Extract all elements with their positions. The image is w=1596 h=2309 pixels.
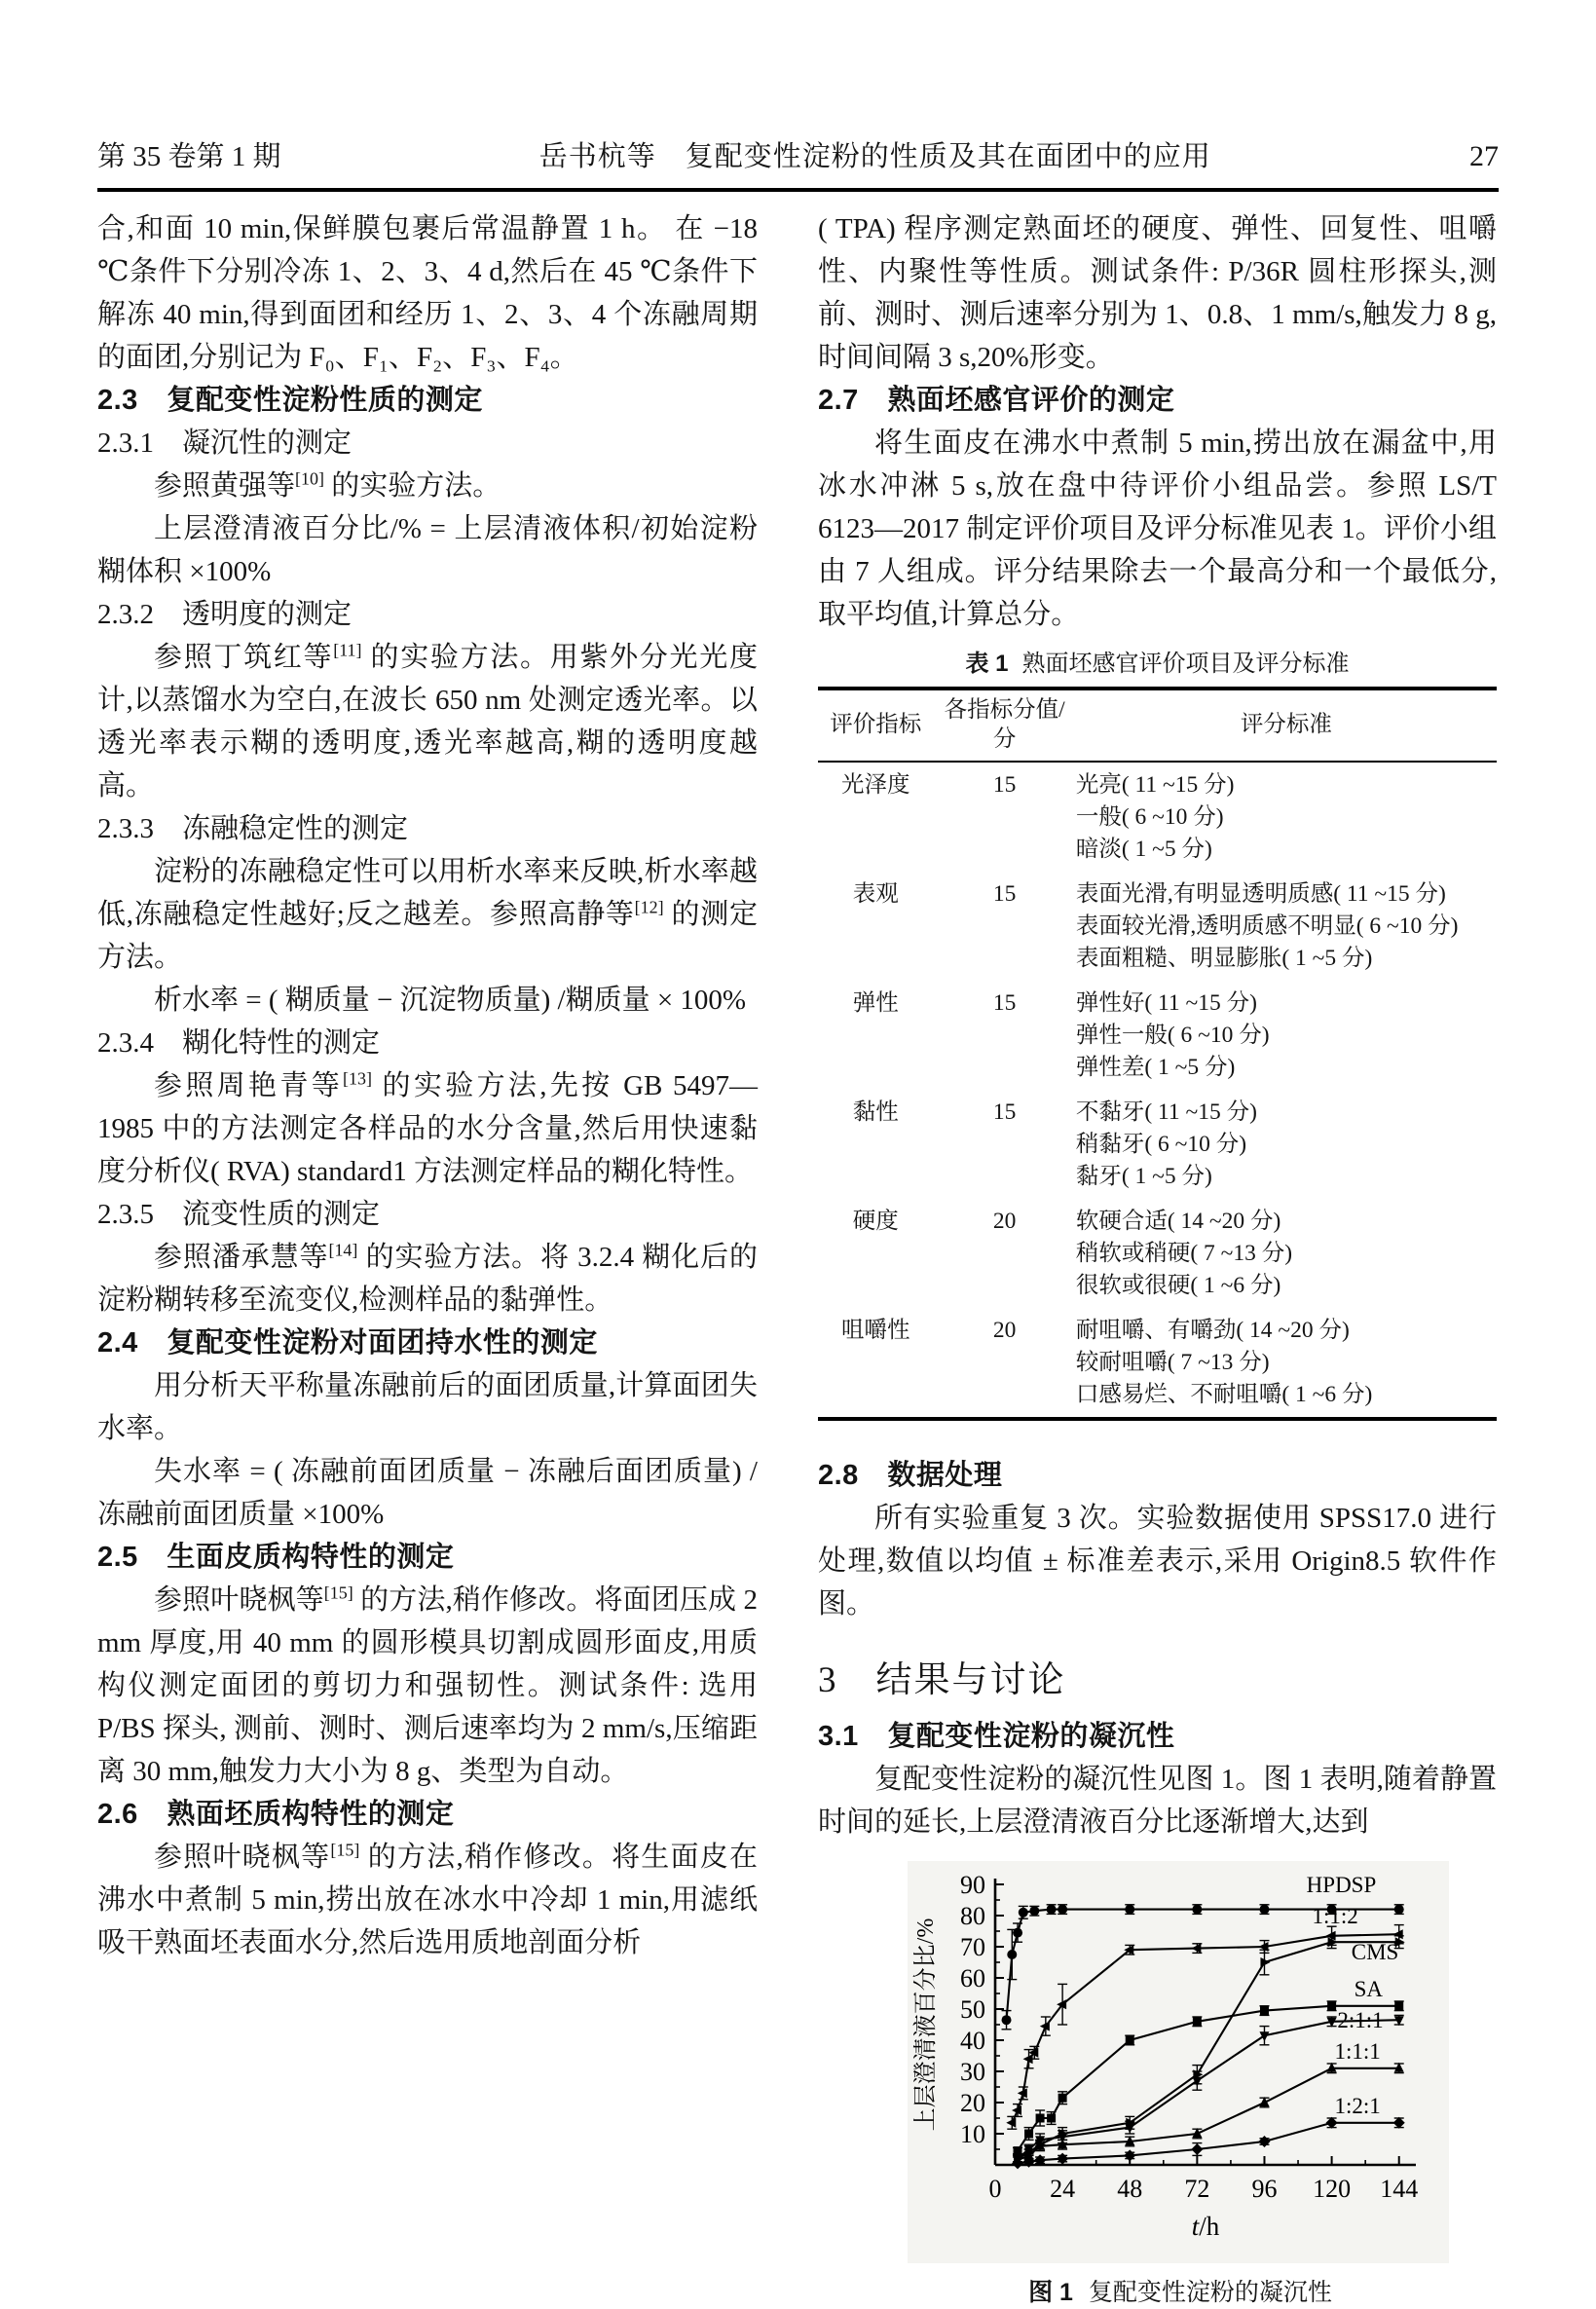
formula-paragraph: 失水率 = ( 冻融前面团质量 − 冻融后面团质量) /冻融前面团质量 ×100% (97, 1456, 758, 1530)
criteria-line: 稍软或稍硬( 7 ~13 分) (1075, 1241, 1293, 1266)
table1-caption-text: 熟面坯感官评价项目及评分标准 (1021, 652, 1350, 677)
svg-text:0: 0 (988, 2175, 1002, 2203)
svg-text:24: 24 (1050, 2175, 1076, 2203)
table1-caption (818, 650, 1497, 679)
paragraph: 所有实验重复 3 次。实验数据使用 SPSS17.0 进行处理,数值以均值 ± 标准差表示,采用 Origin8.5 软件作图。 (818, 1503, 1497, 1620)
level1-heading: 3 结果与讨论 (818, 1660, 1066, 1700)
paragraph: 用分析天平称量冻融前后的面团质量,计算面团失水率。 (97, 1370, 758, 1444)
criteria-line: 黏牙( 1 ~5 分) (1075, 1164, 1212, 1189)
section-heading: 2.3 复配变性淀粉性质的测定 (97, 385, 483, 416)
indicator-cell: 弹性 (852, 990, 899, 1016)
svg-text:96: 96 (1251, 2175, 1278, 2203)
criteria-cell (1076, 872, 1497, 981)
score-cell: 20 (992, 1209, 1017, 1234)
criteria-line: 表面较光滑,透明质感不明显( 6 ~10 分) (1075, 913, 1459, 939)
svg-text:70: 70 (960, 1933, 985, 1961)
criteria-line: 光亮( 11 ~15 分) (1075, 772, 1235, 798)
table-row (818, 1308, 1497, 1419)
table-row (818, 762, 1497, 872)
paragraph: 参照周艳青等[13] 的实验方法,先按 GB 5497—1985 中的方法测定各样品的水分含量,然后用快速黏度分析仪( RVA) standard1 方法测定样品的糊化特性。 (97, 1068, 758, 1187)
criteria-line: 表面粗糙、明显膨胀( 1 ~5 分) (1075, 946, 1373, 971)
section-heading: 2.5 生面皮质构特性的测定 (97, 1542, 455, 1573)
svg-text:t/h: t/h (1191, 2212, 1220, 2241)
section-heading: 2.8 数据处理 (818, 1460, 1003, 1491)
paragraph: 将生面皮在沸水中煮制 5 min,捞出放在漏盆中,用冰水冲淋 5 s,放在盘中待评价小组品尝。参照 LS/T 6123—2017 制定评价项目及评分标准见表 1。评价小组由 7 人组成。评分结果除去一个最高分和一个最低分,取平均值,计算总分。 (818, 428, 1497, 630)
criteria-line: 一般( 6 ~10 分) (1075, 804, 1224, 830)
svg-text:1:1:2: 1:1:2 (1312, 1904, 1358, 1928)
svg-text:SA: SA (1354, 1977, 1384, 2002)
table1-caption-label: 表 1 (965, 651, 1009, 677)
right-column (818, 207, 1497, 2309)
col-header-score: 各指标分值/分 (933, 689, 1075, 762)
score-cell: 15 (992, 772, 1017, 798)
criteria-cell (1076, 1199, 1497, 1308)
subsection-heading: 2.3.5 流变性质的测定 (97, 1199, 381, 1230)
svg-text:2:1:1: 2:1:1 (1337, 2008, 1384, 2033)
figure1-block (818, 1861, 1497, 2309)
score-cell: 15 (992, 990, 1017, 1016)
col-header-indicator: 评价指标 (818, 689, 933, 762)
svg-text:上层澄清液百分比/%: 上层澄清液百分比/% (913, 1918, 939, 2132)
two-column-body (97, 207, 1499, 2309)
volume-issue: 第 35 卷第 1 期 (97, 141, 281, 172)
section-heading: 2.4 复配变性淀粉对面团持水性的测定 (97, 1327, 598, 1359)
criteria-line: 较耐咀嚼( 7 ~13 分) (1075, 1350, 1270, 1375)
formula-paragraph: 上层澄清液百分比/% = 上层清液体积/初始淀粉糊体积 ×100% (97, 513, 758, 587)
sensory-evaluation-table (818, 687, 1497, 1421)
svg-text:1:1:1: 1:1:1 (1334, 2039, 1381, 2065)
subsection-heading: 2.3.1 凝沉性的测定 (97, 428, 353, 459)
indicator-cell: 表观 (852, 881, 899, 907)
svg-text:1:2:1: 1:2:1 (1334, 2094, 1381, 2119)
subsection-heading: 2.3.4 糊化特性的测定 (97, 1027, 381, 1059)
table-row (818, 872, 1497, 981)
figure1-caption (908, 2277, 1453, 2309)
section-heading: 2.7 熟面坯感官评价的测定 (818, 385, 1175, 416)
svg-text:40: 40 (960, 2027, 985, 2055)
criteria-line: 口感易烂、不耐咀嚼( 1 ~6 分) (1075, 1382, 1373, 1407)
criteria-line: 表面光滑,有明显透明质感( 11 ~15 分) (1075, 881, 1446, 907)
svg-text:90: 90 (960, 1871, 985, 1899)
header-rule (97, 188, 1499, 192)
table-row (818, 1199, 1497, 1308)
section-heading: 3.1 复配变性淀粉的凝沉性 (818, 1721, 1175, 1752)
svg-text:CMS: CMS (1351, 1939, 1399, 1964)
table-header-row (818, 689, 1497, 762)
criteria-line: 暗淡( 1 ~5 分) (1075, 837, 1212, 862)
criteria-cell (1076, 762, 1497, 872)
svg-text:72: 72 (1184, 2175, 1210, 2203)
page-header (97, 0, 1499, 174)
sedimentation-chart (908, 1861, 1449, 2263)
table-row (818, 1090, 1497, 1199)
criteria-line: 弹性好( 11 ~15 分) (1075, 990, 1257, 1016)
col-header-criteria: 评分标准 (1076, 689, 1497, 762)
indicator-cell: 黏性 (852, 1099, 899, 1125)
formula-paragraph: 析水率 = ( 糊质量 − 沉淀物质量) /糊质量 × 100% (154, 985, 747, 1016)
svg-text:80: 80 (960, 1902, 985, 1930)
criteria-cell (1076, 981, 1497, 1090)
score-cell: 15 (992, 1099, 1017, 1125)
svg-text:120: 120 (1313, 2175, 1352, 2203)
paragraph: 参照叶晓枫等[15] 的方法,稍作修改。将生面皮在沸水中煮制 5 min,捞出放在冰水中冷却 1 min,用滤纸吸干熟面坯表面水分,然后选用质地剖面分析 (97, 1840, 758, 1958)
criteria-cell (1076, 1308, 1497, 1419)
paragraph: 参照丁筑红等[11] 的实验方法。用紫外分光光度计,以蒸馏水为空白,在波长 650 nm 处测定透光率。以透光率表示糊的透明度,透光率越高,糊的透明度越高。 (97, 640, 758, 801)
table-row (818, 981, 1497, 1090)
svg-text:HPDSP: HPDSP (1306, 1873, 1377, 1897)
running-title: 岳书杭等 复配变性淀粉的性质及其在面团中的应用 (538, 141, 1211, 172)
paragraph: ( TPA) 程序测定熟面坯的硬度、弹性、回复性、咀嚼性、内聚性等性质。测试条件: P/36R 圆柱形探头,测前、测时、测后速率分别为 1、0.8、1 mm/s,触发力 8 g,时间间隔 3 s,20%形变。 (818, 213, 1497, 373)
svg-text:144: 144 (1380, 2175, 1419, 2203)
paragraph: 参照潘承慧等[14] 的实验方法。将 3.2.4 糊化后的淀粉糊转移至流变仪,检测样品的黏弹性。 (97, 1240, 758, 1316)
paragraph: 参照黄强等[10] 的实验方法。 (154, 468, 501, 502)
subsection-heading: 2.3.3 冻融稳定性的测定 (97, 813, 409, 844)
svg-text:30: 30 (960, 2058, 985, 2086)
paragraph: 淀粉的冻融稳定性可以用析水率来反映,析水率越低,冻融稳定性越好;反之越差。参照高静等[12] 的测定方法。 (97, 856, 758, 973)
paragraph: 合,和面 10 min,保鲜膜包裹后常温静置 1 h。 在 −18 ℃条件下分别冷冻 1、2、3、4 d,然后在 45 ℃条件下解冻 40 min,得到面团和经历 1、2、3、4 个冻融周期的面团,分别记为 F₀、F₁、F₂、F₃、F₄。 (97, 213, 758, 373)
criteria-line: 弹性差( 1 ~5 分) (1075, 1055, 1236, 1080)
paragraph: 参照叶晓枫等[15] 的方法,稍作修改。将面团压成 2 mm 厚度,用 40 mm 的圆形模具切割成圆形面皮,用质构仪测定面团的剪切力和强韧性。测试条件: 选用 P/BS 探头, 测前、测时、测后速率均为 2 mm/s,压缩距离 30 mm,触发力大小为 8 g、类型为自动。 (97, 1583, 758, 1787)
criteria-cell (1076, 1090, 1497, 1199)
svg-text:60: 60 (960, 1964, 985, 1992)
table1-block (818, 650, 1497, 1421)
criteria-line: 稍黏牙( 6 ~10 分) (1075, 1132, 1247, 1157)
indicator-cell: 光泽度 (840, 772, 910, 798)
score-cell: 15 (992, 881, 1017, 907)
svg-text:48: 48 (1117, 2175, 1143, 2203)
svg-text:20: 20 (960, 2089, 985, 2117)
figure1-caption-text: 复配变性淀粉的凝沉性 (1088, 2280, 1332, 2306)
page-number: 27 (1469, 140, 1499, 172)
figure1-svg (909, 1867, 1443, 2249)
criteria-line: 很软或很硬( 1 ~6 分) (1075, 1273, 1281, 1298)
left-column (97, 207, 758, 2309)
criteria-line: 软硬合适( 14 ~20 分) (1075, 1209, 1281, 1234)
subsection-heading: 2.3.2 透明度的测定 (97, 599, 353, 630)
criteria-line: 不黏牙( 11 ~15 分) (1075, 1099, 1257, 1125)
section-heading: 2.6 熟面坯质构特性的测定 (97, 1799, 455, 1830)
indicator-cell: 硬度 (852, 1209, 899, 1234)
svg-text:50: 50 (960, 1995, 985, 2024)
figure1-caption-label: 图 1 (1028, 2279, 1073, 2306)
paragraph: 复配变性淀粉的凝沉性见图 1。图 1 表明,随着静置时间的延长,上层澄清液百分比逐渐增大,达到 (818, 1764, 1497, 1838)
criteria-line: 弹性一般( 6 ~10 分) (1075, 1023, 1270, 1048)
score-cell: 20 (992, 1318, 1017, 1343)
indicator-cell: 咀嚼性 (840, 1318, 910, 1343)
svg-text:10: 10 (960, 2120, 985, 2148)
criteria-line: 耐咀嚼、有嚼劲( 14 ~20 分) (1075, 1318, 1350, 1343)
